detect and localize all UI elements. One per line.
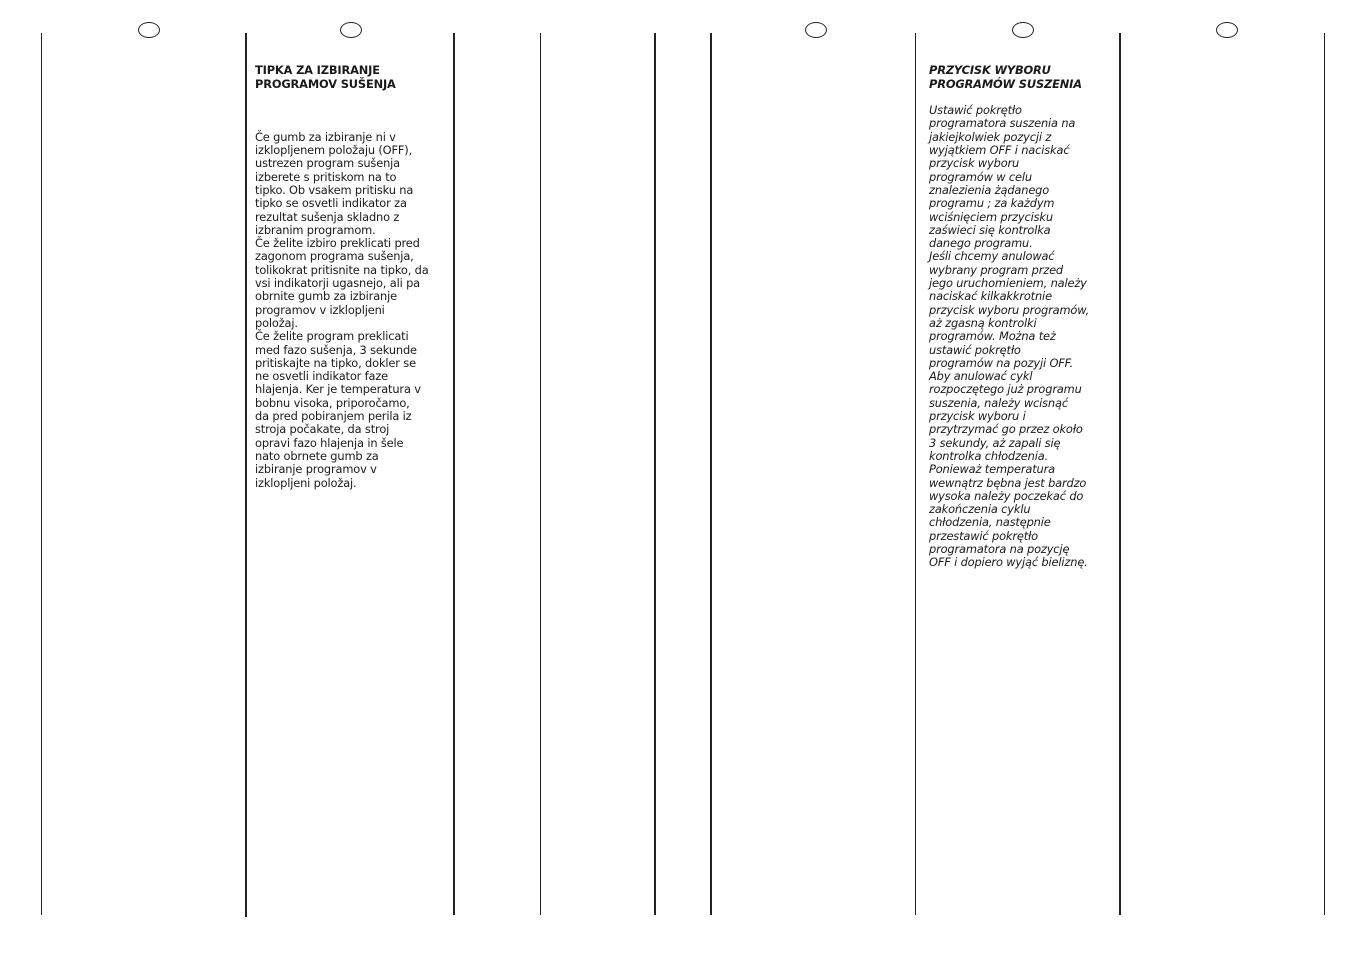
column-divider [710,33,712,915]
section-body: Če gumb za izbiranje ni v izklopljenem položaju (OFF), ustrezen program sušenja izberete s pritiskom na to tipko. Ob vsakem pritisku na tipko se osvetli indikator za rezultat sušenja skladno z izbranim programom. Če želite izbiro preklicati pred zagonom programa sušenja, tolikokrat pritisnite na tipko, da vsi indikatorji ugasnejo, ali pa obrnite gumb za izbiranje programov v izklopljeni položaj. Če želite program preklicati med fazo sušenja, 3 sekunde pritiskajte na tipko, dokler se ne osvetli indikator faze hlajenja. Ker je temperatura v bobnu visoka, priporočamo, da pred pobiranjem perila iz stroja počakate, da stroj opravi fazo hlajenja in šele nato obrnete gumb za izbiranje programov v izklopljeni položaj. [255,129,429,490]
column-divider [1324,33,1325,915]
column-divider [41,33,42,915]
polish-instruction-block [929,51,1111,583]
language-oval-marker [1012,22,1034,38]
section-body: Ustawić pokrętło programatora suszenia na jakiejkolwiek pozycji z wyjątkiem OFF i naciskać przycisk wyboru programów w celu znalezienia żądanego programu ; za każdym wciśnięciem przycisku zaświeci się kontrolka danego programu. Jeśli chcemy anulować wybrany program przed jego uruchomieniem, należy naciskać kilkakkrotnie przycisk wyboru programów, aż zgasną kontrolki programów. Można też ustawić pokrętło programów na pozyji OFF. Aby anulować cykl rozpoczętego już programu suszenia, należy wcisnąć przycisk wyboru i przytrzymać go przez około 3 sekundy, aż zapali się kontrolka chłodzenia. Ponieważ temperatura wewnątrz bębna jest bardzo wysoka należy poczekać do zakończenia cyklu chłodzenia, następnie przestawić pokrętło programatora na pozycję OFF i dopiero wyjąć bieliznę. [929,103,1090,570]
column-divider [245,33,247,917]
column-divider [540,33,541,915]
language-oval-marker [805,22,827,38]
column-divider [915,33,916,915]
slovene-instruction-block [255,51,447,503]
column-divider [453,33,455,915]
section-heading: PRZYCISK WYBORU PROGRAMÓW SUSZENIA [929,63,1082,91]
column-divider [654,33,656,915]
language-oval-marker [340,22,362,38]
column-divider [1119,33,1121,915]
language-oval-marker [138,22,160,38]
language-oval-marker [1216,22,1238,38]
section-heading: TIPKA ZA IZBIRANJE PROGRAMOV SUŠENJA [255,63,396,91]
